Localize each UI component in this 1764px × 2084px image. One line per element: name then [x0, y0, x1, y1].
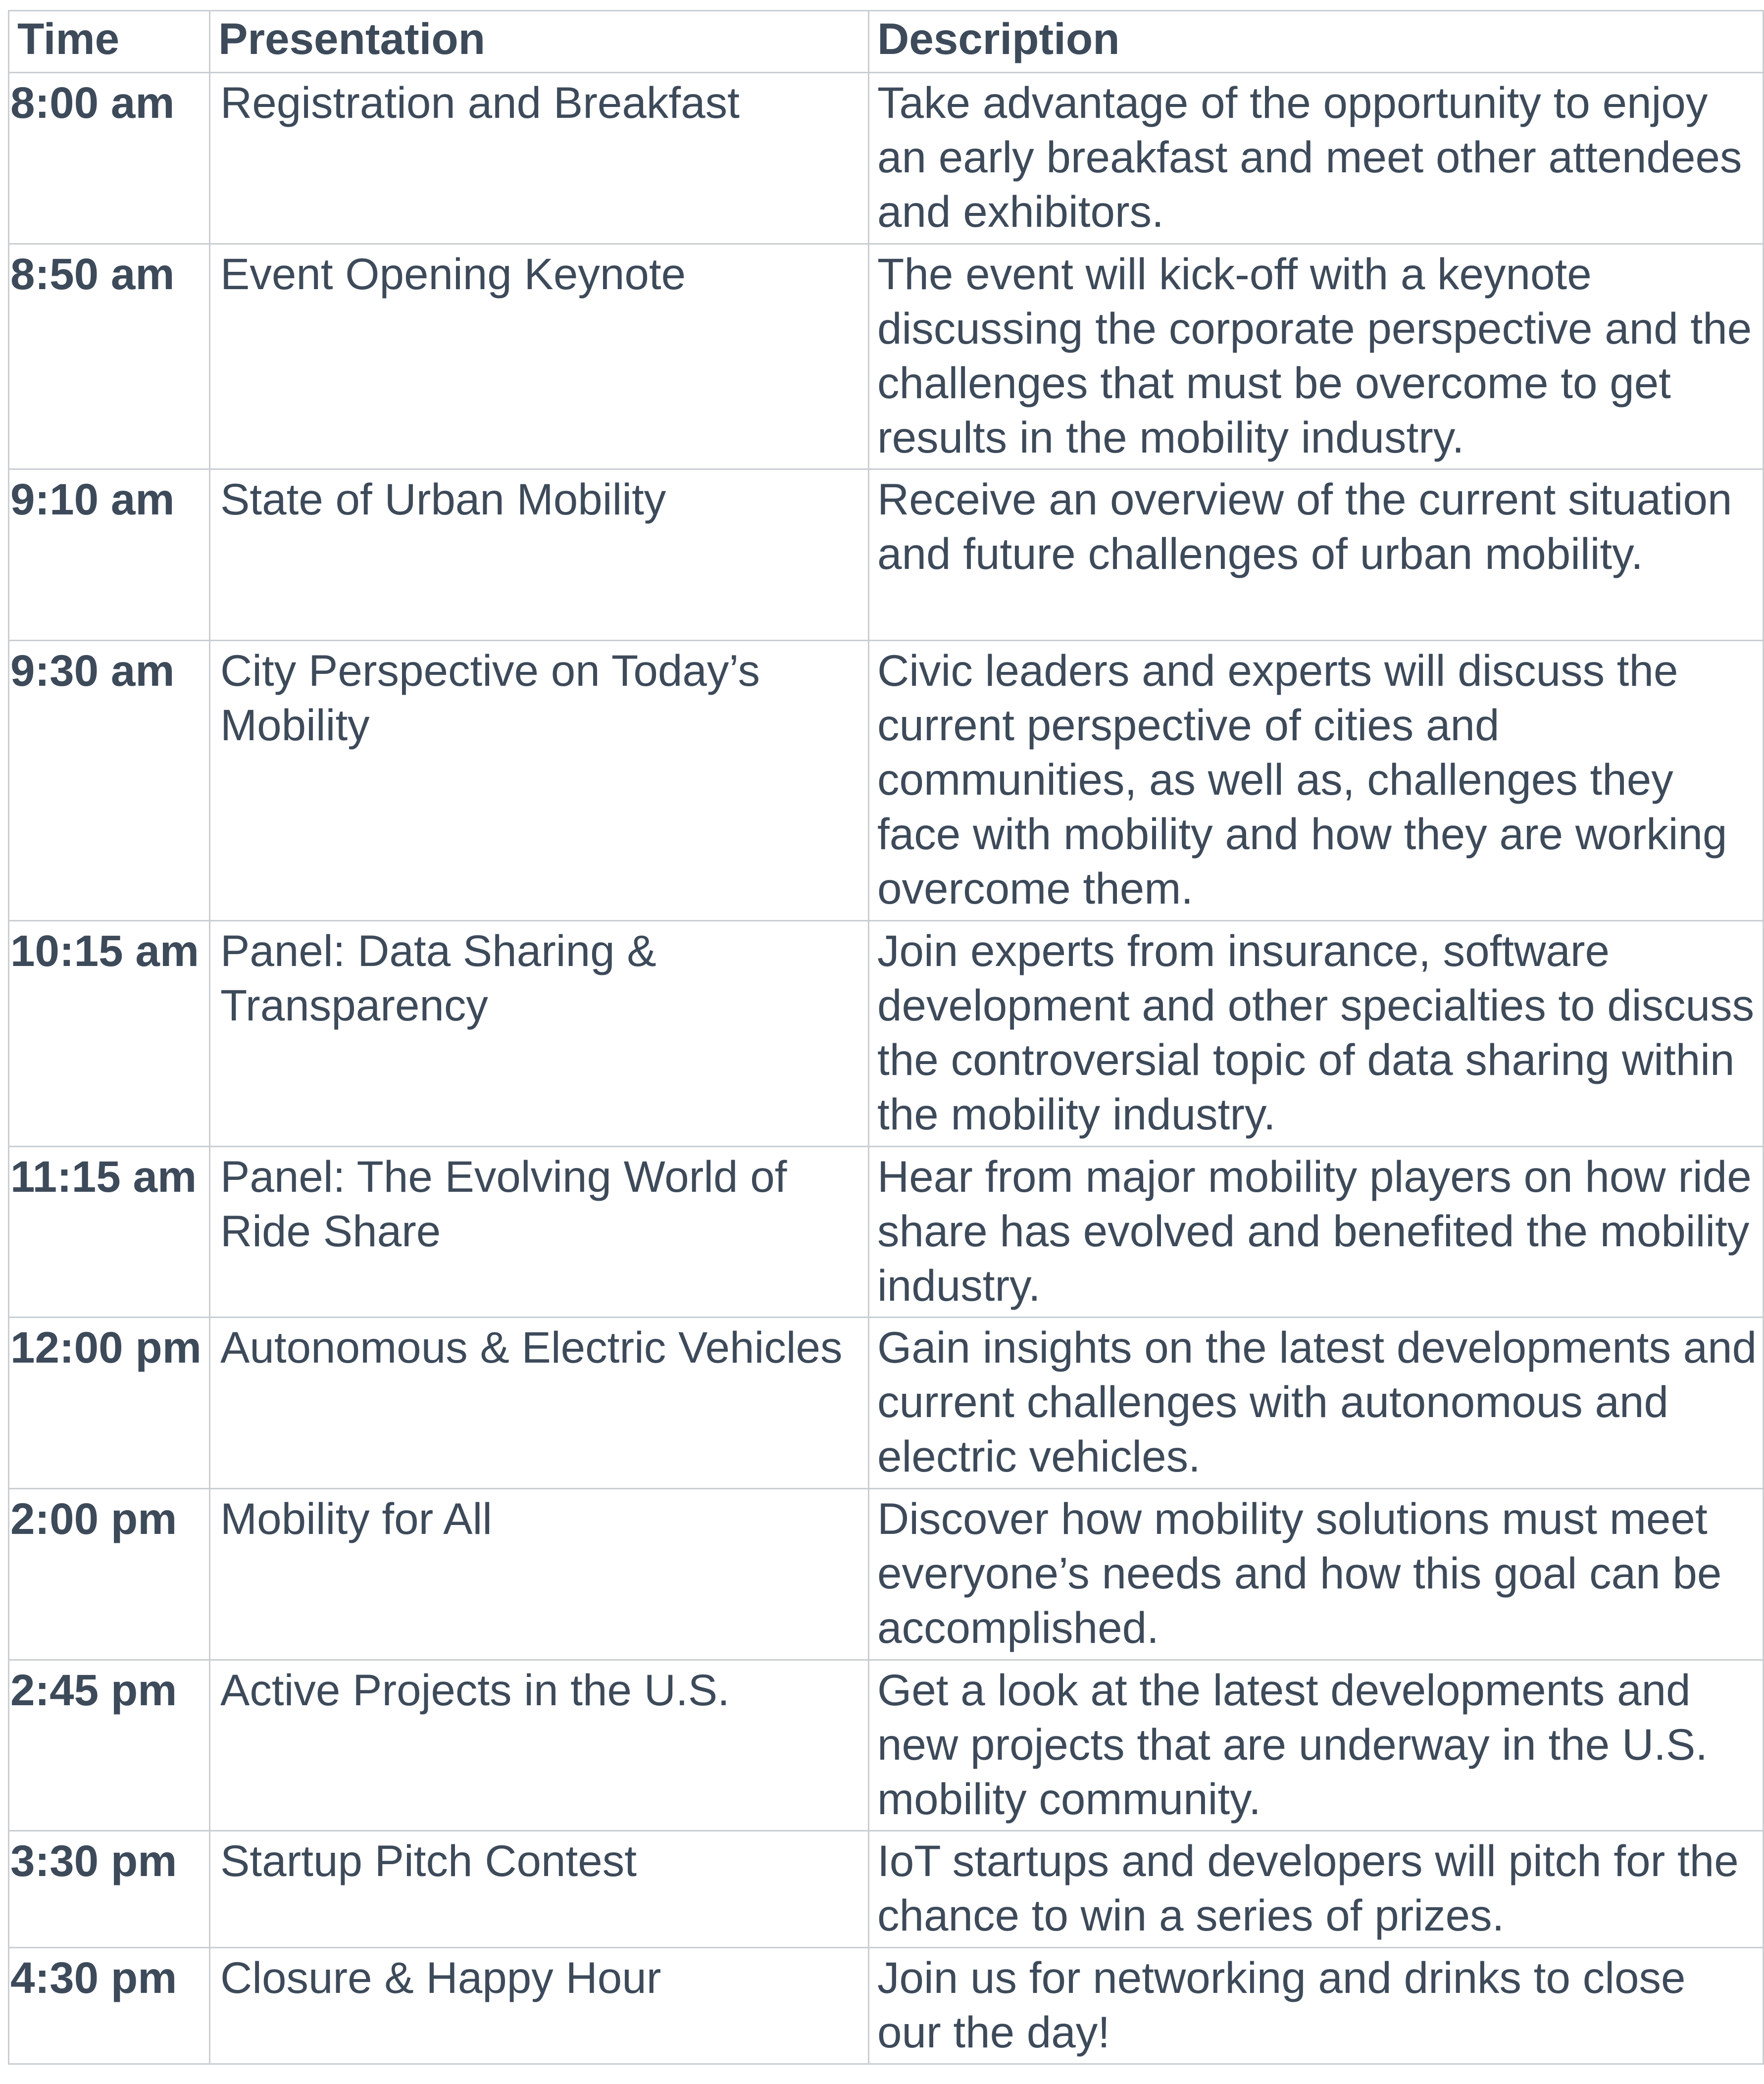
- time-cell: 11:15 am: [9, 1146, 210, 1318]
- presentation-cell: Registration and Breakfast: [210, 73, 869, 244]
- time-cell: 9:30 am: [9, 640, 210, 920]
- description-cell: Join experts from insurance, software development and other specialties to discuss the controversial topic of data sharing within the mobility industry.: [869, 920, 1764, 1146]
- time-cell: 9:10 am: [9, 469, 210, 641]
- presentation-cell: Event Opening Keynote: [210, 244, 869, 469]
- presentation-cell: Startup Pitch Contest: [210, 1831, 869, 1947]
- time-cell: 2:00 pm: [9, 1488, 210, 1660]
- table-row: [9, 1488, 1764, 1660]
- time-cell: 3:30 pm: [9, 1831, 210, 1947]
- description-cell: Join us for networking and drinks to close our the day!: [869, 1947, 1764, 2064]
- table-row: [9, 1947, 1764, 2064]
- time-cell: 12:00 pm: [9, 1318, 210, 1489]
- table-row: [9, 1831, 1764, 1947]
- description-cell: Gain insights on the latest developments and current challenges with autonomous and electric vehicles.: [869, 1318, 1764, 1489]
- column-header-time: Time: [9, 11, 210, 73]
- presentation-cell: Panel: The Evolving World of Ride Share: [210, 1146, 869, 1318]
- presentation-cell: Mobility for All: [210, 1488, 869, 1660]
- time-cell: 8:50 am: [9, 244, 210, 469]
- description-cell: Discover how mobility solutions must meet everyone’s needs and how this goal can be accomplished.: [869, 1488, 1764, 1660]
- presentation-cell: State of Urban Mobility: [210, 469, 869, 641]
- description-cell: IoT startups and developers will pitch for the chance to win a series of prizes.: [869, 1831, 1764, 1947]
- description-cell: The event will kick-off with a keynote discussing the corporate perspective and the challenges that must be overcome to get results in the mobility industry.: [869, 244, 1764, 469]
- description-cell: Get a look at the latest developments and new projects that are underway in the U.S. mobility community.: [869, 1660, 1764, 1831]
- time-cell: 4:30 pm: [9, 1947, 210, 2064]
- column-header-presentation: Presentation: [210, 11, 869, 73]
- table-row: [9, 1146, 1764, 1318]
- presentation-cell: Closure & Happy Hour: [210, 1947, 869, 2064]
- presentation-cell: Active Projects in the U.S.: [210, 1660, 869, 1831]
- table-row: [9, 469, 1764, 641]
- table-row: [9, 1660, 1764, 1831]
- table-row: [9, 244, 1764, 469]
- table-row: [9, 920, 1764, 1146]
- table-row: [9, 1318, 1764, 1489]
- table-row: [9, 640, 1764, 920]
- description-cell: Civic leaders and experts will discuss the current perspective of cities and communities, as well as, challenges they face with mobility and how they are working overcome them.: [869, 640, 1764, 920]
- table-row: [9, 73, 1764, 244]
- table-header-row: [9, 11, 1764, 73]
- column-header-description: Description: [869, 11, 1764, 73]
- time-cell: 2:45 pm: [9, 1660, 210, 1831]
- description-cell: Take advantage of the opportunity to enjoy an early breakfast and meet other attendees and exhibitors.: [869, 73, 1764, 244]
- time-cell: 10:15 am: [9, 920, 210, 1146]
- presentation-cell: Panel: Data Sharing & Transparency: [210, 920, 869, 1146]
- description-cell: Hear from major mobility players on how ride share has evolved and benefited the mobility industry.: [869, 1146, 1764, 1318]
- time-cell: 8:00 am: [9, 73, 210, 244]
- presentation-cell: City Perspective on Today’s Mobility: [210, 640, 869, 920]
- description-cell: Receive an overview of the current situation and future challenges of urban mobility.: [869, 469, 1764, 641]
- agenda-table: [8, 10, 1764, 2065]
- presentation-cell: Autonomous & Electric Vehicles: [210, 1318, 869, 1489]
